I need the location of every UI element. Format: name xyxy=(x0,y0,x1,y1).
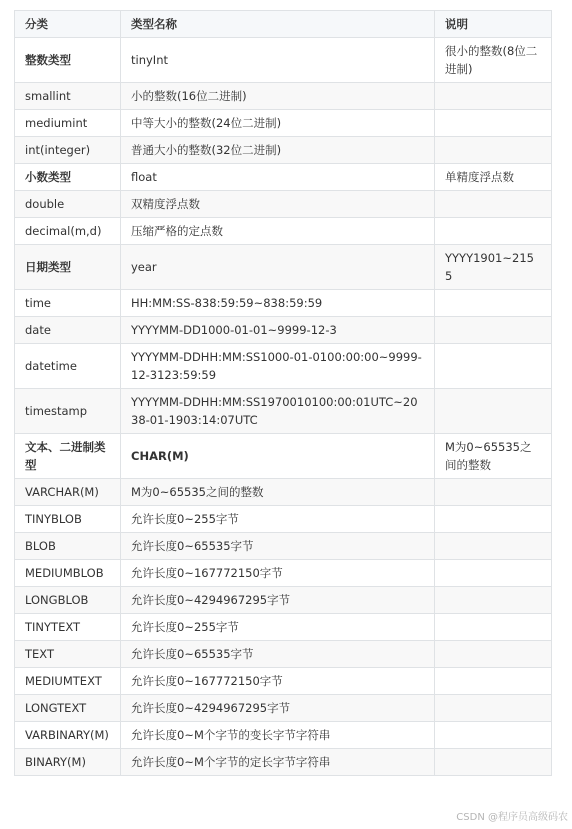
cell-type-name: M为0~65535之间的整数 xyxy=(121,479,435,506)
cell-description xyxy=(435,533,552,560)
table-row xyxy=(15,344,552,389)
cell-type-name: 允许长度0~4294967295字节 xyxy=(121,587,435,614)
cell-category: datetime xyxy=(15,344,121,389)
cell-type-name: 允许长度0~M个字节的变长字节字符串 xyxy=(121,722,435,749)
table-row xyxy=(15,110,552,137)
cell-category: TEXT xyxy=(15,641,121,668)
cell-description xyxy=(435,317,552,344)
cell-category: TINYTEXT xyxy=(15,614,121,641)
cell-description xyxy=(435,110,552,137)
cell-category: int(integer) xyxy=(15,137,121,164)
header-category: 分类 xyxy=(15,11,121,38)
cell-description xyxy=(435,389,552,434)
cell-category: time xyxy=(15,290,121,317)
cell-type-name: YYYYMM-DD1000-01-01~9999-12-3 xyxy=(121,317,435,344)
cell-category: timestamp xyxy=(15,389,121,434)
cell-description: YYYY1901~2155 xyxy=(435,245,552,290)
cell-type-name: 允许长度0~255字节 xyxy=(121,506,435,533)
cell-description xyxy=(435,290,552,317)
cell-description xyxy=(435,191,552,218)
cell-category: MEDIUMTEXT xyxy=(15,668,121,695)
cell-type-name: 允许长度0~167772150字节 xyxy=(121,560,435,587)
cell-type-name: HH:MM:SS-838:59:59~838:59:59 xyxy=(121,290,435,317)
cell-description xyxy=(435,641,552,668)
table-row xyxy=(15,587,552,614)
cell-description xyxy=(435,506,552,533)
cell-category: date xyxy=(15,317,121,344)
cell-type-name: 允许长度0~167772150字节 xyxy=(121,668,435,695)
cell-category: smallint xyxy=(15,83,121,110)
cell-type-name: 允许长度0~4294967295字节 xyxy=(121,695,435,722)
cell-category: double xyxy=(15,191,121,218)
cell-description xyxy=(435,479,552,506)
cell-description xyxy=(435,695,552,722)
cell-category: VARCHAR(M) xyxy=(15,479,121,506)
cell-type-name: 允许长度0~65535字节 xyxy=(121,641,435,668)
cell-type-name: 普通大小的整数(32位二进制) xyxy=(121,137,435,164)
cell-type-name: 允许长度0~255字节 xyxy=(121,614,435,641)
cell-category: decimal(m,d) xyxy=(15,218,121,245)
cell-type-name: float xyxy=(121,164,435,191)
cell-description xyxy=(435,137,552,164)
cell-description xyxy=(435,722,552,749)
cell-description xyxy=(435,218,552,245)
cell-description xyxy=(435,587,552,614)
table-row xyxy=(15,479,552,506)
cell-type-name: YYYYMM-DDHH:MM:SS1000-01-0100:00:00~9999-12-3123:59:59 xyxy=(121,344,435,389)
table-row xyxy=(15,164,552,191)
cell-category: 小数类型 xyxy=(15,164,121,191)
header-type-name: 类型名称 xyxy=(121,11,435,38)
data-types-table xyxy=(14,10,552,776)
cell-category: LONGTEXT xyxy=(15,695,121,722)
cell-description xyxy=(435,344,552,389)
table-body xyxy=(15,38,552,776)
table-row xyxy=(15,434,552,479)
cell-category: LONGBLOB xyxy=(15,587,121,614)
cell-type-name: YYYYMM-DDHH:MM:SS1970010100:00:01UTC~2038-01-1903:14:07UTC xyxy=(121,389,435,434)
table-row xyxy=(15,749,552,776)
table-row xyxy=(15,560,552,587)
cell-description xyxy=(435,560,552,587)
cell-description xyxy=(435,614,552,641)
table-row xyxy=(15,533,552,560)
table-header-row xyxy=(15,11,552,38)
table-row xyxy=(15,317,552,344)
cell-category: MEDIUMBLOB xyxy=(15,560,121,587)
table-row xyxy=(15,218,552,245)
cell-category: TINYBLOB xyxy=(15,506,121,533)
table-row xyxy=(15,137,552,164)
cell-type-name: tinyInt xyxy=(121,38,435,83)
table-row xyxy=(15,722,552,749)
table-row xyxy=(15,389,552,434)
cell-description xyxy=(435,668,552,695)
cell-category: 整数类型 xyxy=(15,38,121,83)
table-row xyxy=(15,290,552,317)
table-row xyxy=(15,614,552,641)
table-row xyxy=(15,695,552,722)
cell-description xyxy=(435,83,552,110)
table-row xyxy=(15,668,552,695)
cell-description: 很小的整数(8位二进制) xyxy=(435,38,552,83)
cell-category: BINARY(M) xyxy=(15,749,121,776)
table-row xyxy=(15,191,552,218)
watermark: CSDN @程序员高级码农 xyxy=(456,812,568,823)
table-row xyxy=(15,38,552,83)
table-row xyxy=(15,245,552,290)
cell-category: BLOB xyxy=(15,533,121,560)
cell-description: M为0~65535之间的整数 xyxy=(435,434,552,479)
cell-category: mediumint xyxy=(15,110,121,137)
cell-type-name: 允许长度0~M个字节的定长字节字符串 xyxy=(121,749,435,776)
table-row xyxy=(15,641,552,668)
cell-description xyxy=(435,749,552,776)
cell-type-name: 小的整数(16位二进制) xyxy=(121,83,435,110)
cell-type-name: 压缩严格的定点数 xyxy=(121,218,435,245)
cell-category: VARBINARY(M) xyxy=(15,722,121,749)
cell-type-name: 允许长度0~65535字节 xyxy=(121,533,435,560)
cell-category: 文本、二进制类型 xyxy=(15,434,121,479)
cell-type-name: 中等大小的整数(24位二进制) xyxy=(121,110,435,137)
table-row xyxy=(15,506,552,533)
cell-type-name: 双精度浮点数 xyxy=(121,191,435,218)
header-description: 说明 xyxy=(435,11,552,38)
cell-type-name: year xyxy=(121,245,435,290)
cell-description: 单精度浮点数 xyxy=(435,164,552,191)
cell-category: 日期类型 xyxy=(15,245,121,290)
table-row xyxy=(15,83,552,110)
cell-type-name: CHAR(M) xyxy=(121,434,435,479)
